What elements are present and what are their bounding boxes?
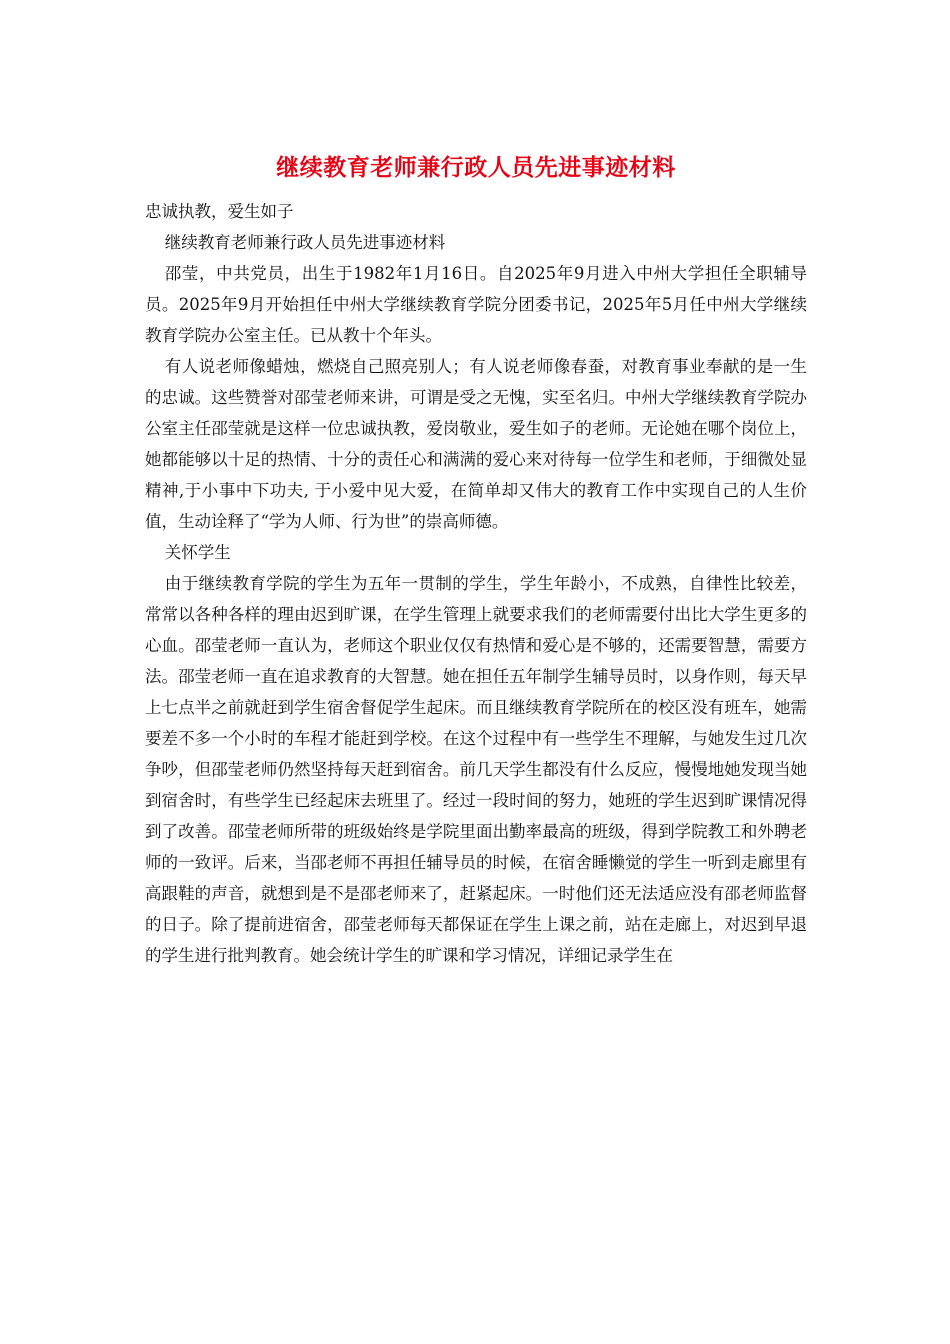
- paragraph-praise: 有人说老师像蜡烛，燃烧自己照亮别人；有人说老师像春蚕，对教育事业奉献的是一生的忠诚。这些赞誉对邵莹老师来讲，可谓是受之无愧，实至名归。中州大学继续教育学院办公室主任邵莹就是这样一位忠诚执教，爱岗敬业，爱生如子的老师。无论她在哪个岗位上，她都能够以十足的热情、十分的责任心和满满的爱心来对待每一位学生和老师，于细微处显精神,于小事中下功夫, 于小爱中见大爱，在简单却又伟大的教育工作中实现自己的人生价值，生动诠释了“学为人师、行为世”的崇高师德。: [145, 357, 807, 531]
- paragraph-subtitle: 忠诚执教，爱生如子: [145, 202, 294, 221]
- document-body: [145, 196, 807, 971]
- document-page: [145, 150, 807, 971]
- document-title: 继续教育老师兼行政人员先进事迹材料: [276, 154, 676, 181]
- section-heading-care-students: 关怀学生: [164, 543, 231, 562]
- paragraph-care-students: 由于继续教育学院的学生为五年一贯制的学生，学生年龄小，不成熟，自律性比较差，常常以各种各样的理由迟到旷课，在学生管理上就要求我们的老师需要付出比大学生更多的心血。邵莹老师一直认为，老师这个职业仅仅有热情和爱心是不够的，还需要智慧，需要方法。邵莹老师一直在追求教育的大智慧。她在担任五年制学生辅导员时，以身作则，每天早上七点半之前就赶到学生宿舍督促学生起床。而且继续教育学院所在的校区没有班车，她需要差不多一个小时的车程才能赶到学校。在这个过程中有一些学生不理解，与她发生过几次争吵，但邵莹老师仍然坚持每天赶到宿舍。前几天学生都没有什么反应，慢慢地她发现当她到宿舍时，有些学生已经起床去班里了。经过一段时间的努力，她班的学生迟到旷课情况得到了改善。邵莹老师所带的班级始终是学院里面出勤率最高的班级，得到学院教工和外聘老师的一致评。后来，当邵老师不再担任辅导员的时候，在宿舍睡懒觉的学生一听到走廊里有高跟鞋的声音，就想到是不是邵老师来了，赶紧起床。一时他们还无法适应没有邵老师监督的日子。除了提前进宿舍，邵莹老师每天都保证在学生上课之前，站在走廊上，对迟到早退的学生进行批判教育。她会统计学生的旷课和学习情况，详细记录学生在: [145, 574, 807, 965]
- paragraph-heading-repeat: 继续教育老师兼行政人员先进事迹材料: [164, 233, 446, 252]
- paragraph-bio: 邵莹，中共党员，出生于1982年1月16日。自2025年9月进入中州大学担任全职辅导员。2025年9月开始担任中州大学继续教育学院分团委书记，2025年5月任中州大学继续教育学院办公室主任。已从教十个年头。: [145, 264, 807, 345]
